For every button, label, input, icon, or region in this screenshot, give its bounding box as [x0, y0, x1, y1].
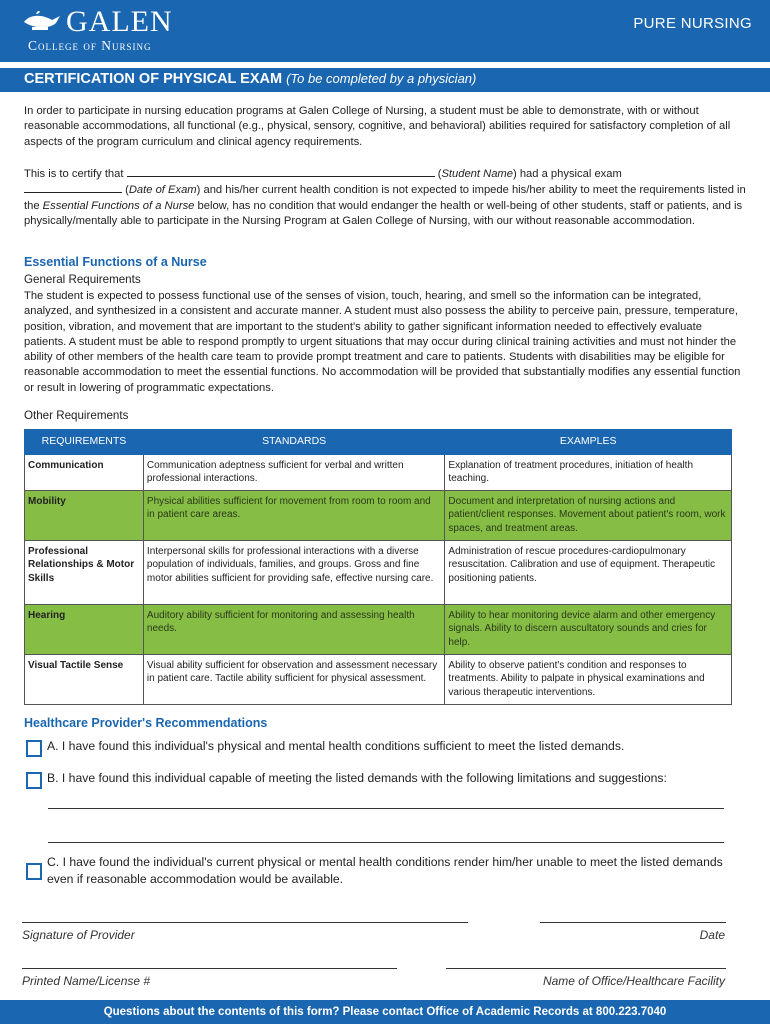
header-standards: STANDARDS [143, 430, 445, 455]
provider-signature-label: Signature of Provider [22, 928, 135, 942]
example-cell: Ability to observe patient's condition and responses to treatments. Ability to palpate in physical examinations and various therapeutic interventions. [445, 655, 732, 705]
date-line[interactable] [540, 922, 726, 923]
office-name-line[interactable] [446, 968, 726, 969]
certify-paragraph: This is to certify that (Student Name) had a physical exam (Date of Exam) and his/her current health condition is not expected to impede his/her ability to meet the requirements listed in the Essential Functions of a Nurse below, has no condition that would endanger the health or well-being of other students, staff or patients, and is physically/mentally able to participate in the Nursing Program at Galen College of Nursing, with our without reasonable accommodation. [24, 168, 746, 227]
printed-name-label: Printed Name/License # [22, 974, 151, 988]
option-c-checkbox[interactable] [26, 863, 42, 880]
certify-text-2: had a physical exam [519, 168, 622, 180]
option-c-letter: C. [47, 855, 60, 869]
option-a-text [47, 738, 747, 755]
galen-logo [22, 4, 202, 60]
requirement-cell: Communication [25, 455, 144, 491]
general-requirements-heading: General Requirements [24, 273, 141, 286]
certify-text-3: and his/her current health condition is not expected to impede his/her ability to meet the requirements listed in the [24, 184, 746, 212]
intro-paragraph: In order to participate in nursing education programs at Galen College of Nursing, a student must be able to demonstrate, with or without reasonable accommodations, all functional (e.g., physical, sensory, cognitive, and behavioral) abilities required for satisfactory completion of all aspects of the program curriculum and clinical agency requirements. [24, 105, 731, 148]
standard-cell: Auditory ability sufficient for monitoring and assessing health needs. [143, 605, 445, 655]
requirement-cell: Hearing [25, 605, 144, 655]
option-a-checkbox[interactable] [26, 740, 42, 757]
form-title-bar [0, 68, 770, 92]
general-requirements-text: The student is expected to possess functional use of the senses of vision, touch, hearing, and smell so the information can be integrated, analyzed, and synthesized in a consistent and accurate manner. A student must also possess the ability to perceive pain, pressure, temperature, position, vibration, and movement that are important to the student's ability to gather significant information needed to effectively evaluate patients. A student must be able to respond promptly to urgent situations that may occur during clinical training activities and must not hinder the ability of other members of the health care team to provide prompt treatment and care to patients. Students with disabilities may be eligible for reasonable accommodation to meet the essential functions. No accommodation will be provided that substantially modifies any essential function or result in lowering of programmatic expectations. [24, 290, 741, 394]
certify-text-4: below, has no condition that would endanger the health or well-being of other students, staff or patients, and is physically/mentally able to participate in the Nursing Program at Galen College of Nursing, with our without reasonable accommodation. [24, 199, 743, 227]
office-name-label: Name of Office/Healthcare Facility [542, 974, 725, 988]
contact-footer: Questions about the contents of this form? Please contact Office of Academic Records at 800.223.7040 [0, 1000, 770, 1024]
printed-name-line[interactable] [22, 968, 397, 969]
date-label: Date [699, 928, 725, 942]
standard-cell: Physical abilities sufficient for movement from room to room and in patient care areas. [143, 491, 445, 541]
example-cell: Administration of rescue procedures-cardiopulmonary resuscitation. Calibration and use of equipment. Therapeutic positioning patients. [445, 541, 732, 605]
requirements-table [24, 429, 732, 705]
table-header-row [25, 430, 732, 455]
standard-cell: Communication adeptness sufficient for verbal and written professional interactions. [143, 455, 445, 491]
requirement-cell: Professional Relationships & Motor Skills [25, 541, 144, 605]
standard-cell: Visual ability sufficient for observation and assessment necessary in patient care. Tactile ability sufficient for physical assessment. [143, 655, 445, 705]
option-c-label: I have found the individual's current physical or mental health conditions render him/her unable to meet the listed demands even if reasonable accommodation would be available. [47, 855, 723, 886]
option-b-checkbox[interactable] [26, 772, 42, 789]
table-row [25, 491, 732, 541]
form-title-text: CERTIFICATION OF PHYSICAL EXAM [24, 71, 283, 87]
header-requirements: REQUIREMENTS [25, 430, 144, 455]
example-cell: Document and interpretation of nursing actions and patient/client responses. Movement about patient's room, work spaces, and treatment areas. [445, 491, 732, 541]
table-row [25, 455, 732, 491]
certify-text-1: This is to certify that [24, 168, 124, 180]
table-row [25, 541, 732, 605]
exam-date-field[interactable] [24, 182, 122, 193]
provider-signature-line[interactable] [22, 922, 468, 923]
essential-functions-ref: Essential Functions of a Nurse [42, 199, 195, 212]
logo-subtitle: College of Nursing [28, 38, 152, 53]
exam-date-label: Date of Exam [128, 184, 197, 197]
option-b-letter: B. [47, 771, 59, 785]
recommendations-heading: Healthcare Provider's Recommendations [24, 716, 268, 730]
limitations-line-2[interactable] [48, 842, 724, 843]
header-examples: EXAMPLES [445, 430, 732, 455]
limitations-line-1[interactable] [48, 808, 724, 809]
form-title-subtitle: (To be completed by a physician) [286, 71, 477, 86]
option-a-letter: A. [47, 739, 59, 753]
student-name-field[interactable] [127, 166, 435, 177]
requirement-cell: Visual Tactile Sense [25, 655, 144, 705]
page-header [0, 0, 770, 62]
option-a-label: I have found this individual's physical and mental health conditions sufficient to meet the listed demands. [61, 739, 625, 753]
option-c-text [47, 854, 737, 888]
example-cell: Ability to hear monitoring device alarm and other emergency signals. Ability to discern auscultatory sounds and cries for help. [445, 605, 732, 655]
option-b-label: I have found this individual capable of meeting the listed demands with the following limitations and suggestions: [61, 771, 667, 785]
header-tagline: PURE NURSING [633, 15, 752, 32]
form-title [24, 71, 476, 87]
oil-lamp-icon [22, 10, 62, 32]
standard-cell: Interpersonal skills for professional interactions with a diverse population of individuals, families, and groups. Gross and fine motor abilities sufficient for providing safe, effective nursing care. [143, 541, 445, 605]
logo-wordmark: GALEN [66, 5, 173, 38]
example-cell: Explanation of treatment procedures, initiation of health teaching. [445, 455, 732, 491]
table-row [25, 605, 732, 655]
option-b-text [47, 770, 757, 787]
student-name-label: Student Name [441, 168, 513, 180]
essential-functions-heading: Essential Functions of a Nurse [24, 255, 207, 269]
other-requirements-heading: Other Requirements [24, 409, 129, 422]
requirement-cell: Mobility [25, 491, 144, 541]
table-row [25, 655, 732, 705]
